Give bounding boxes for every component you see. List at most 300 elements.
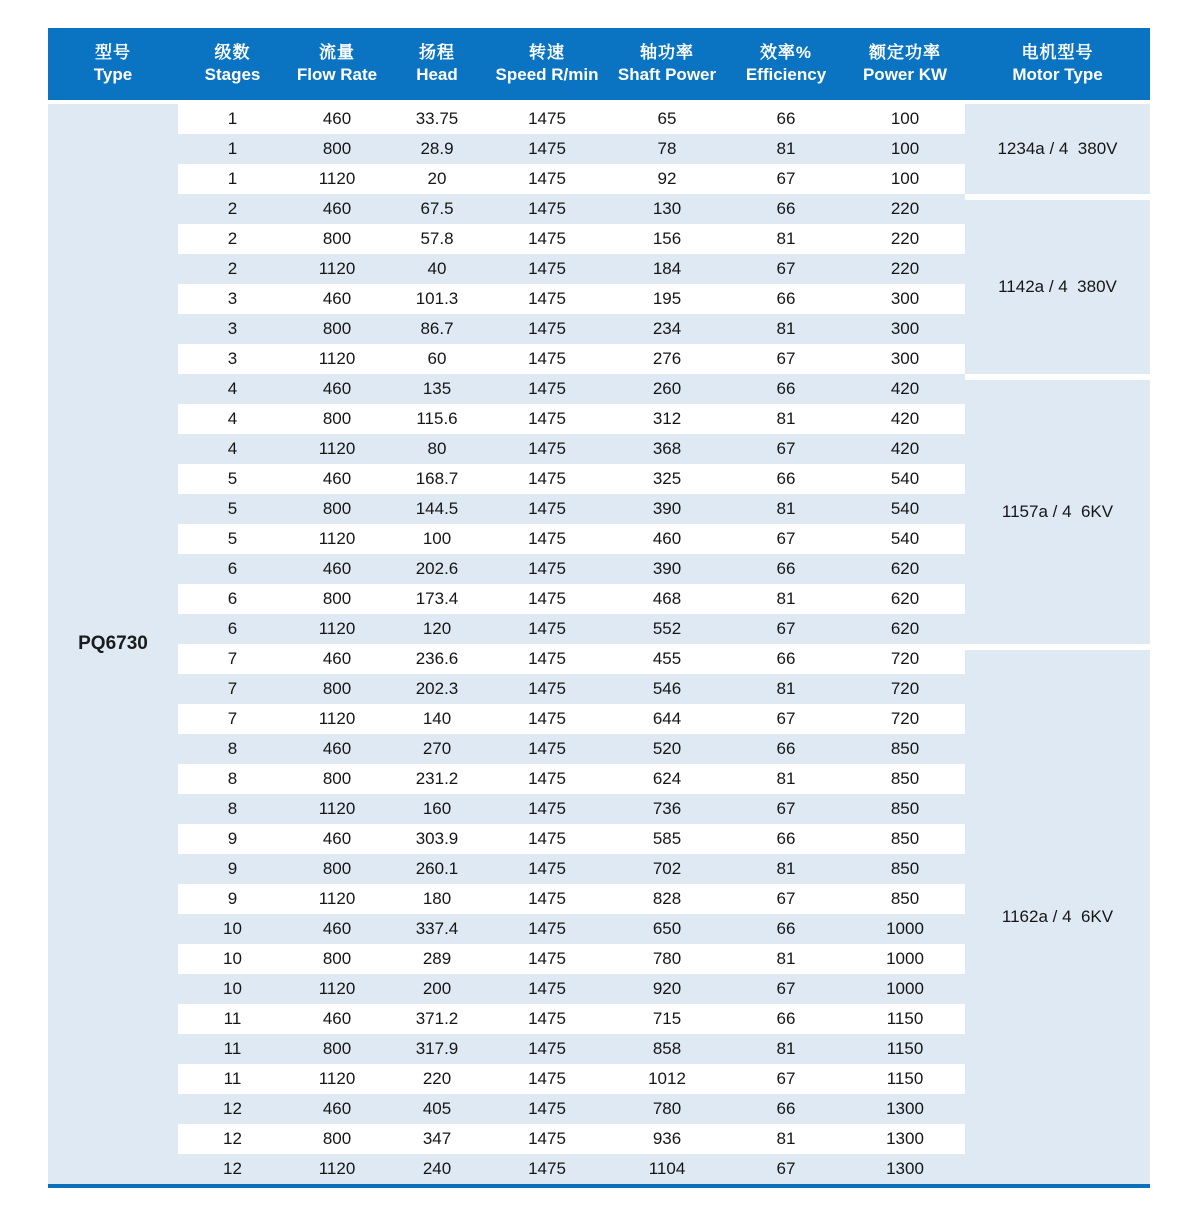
table-cell: 1475 (528, 1009, 566, 1028)
table-cell: 552 (652, 619, 682, 638)
table-cell: 4 (227, 439, 238, 458)
table-cell: 67 (776, 169, 796, 188)
table-cell: 67 (776, 259, 796, 278)
table-cell: 5 (227, 529, 238, 548)
table-cell: 66 (776, 919, 796, 938)
table-cell: 9 (227, 859, 238, 878)
table-cell: 800 (322, 499, 352, 518)
table-row (178, 134, 965, 164)
table-cell: 6 (227, 589, 238, 608)
table-cell: 303.9 (415, 829, 459, 848)
table-cell: 4 (227, 379, 238, 398)
table-cell: 60 (427, 349, 447, 368)
table-row (178, 884, 965, 914)
table-cell: 1475 (528, 319, 566, 338)
table-cell: 368 (652, 439, 682, 458)
header-head-en: Head (416, 65, 458, 84)
table-row (178, 1034, 965, 1064)
table-row (178, 764, 965, 794)
table-cell: 156 (652, 229, 682, 248)
table-cell: 66 (776, 559, 796, 578)
table-cell: 1475 (528, 349, 566, 368)
table-cell: 81 (776, 229, 796, 248)
table-row (178, 434, 965, 464)
table-row (178, 344, 965, 374)
table-cell: 270 (422, 739, 452, 758)
table-row (178, 104, 965, 134)
table-cell: 460 (322, 649, 352, 668)
table-cell: 144.5 (415, 499, 459, 518)
table-cell: 240 (422, 1159, 452, 1178)
table-cell: 1475 (528, 649, 566, 668)
table-cell: 800 (322, 589, 352, 608)
header-shaft-power-en: Shaft Power (617, 65, 717, 84)
table-row (178, 224, 965, 254)
table-cell: 100 (890, 109, 920, 128)
table-cell: 1475 (528, 829, 566, 848)
table-cell: 5 (227, 469, 238, 488)
table-row (178, 164, 965, 194)
table-cell: 460 (322, 199, 352, 218)
table-row (178, 314, 965, 344)
table-cell: 1475 (528, 919, 566, 938)
header-col-head (387, 28, 487, 100)
table-cell: 317.9 (415, 1039, 459, 1058)
table-cell: 460 (322, 739, 352, 758)
table-cell: 390 (652, 499, 682, 518)
table-cell: 390 (652, 559, 682, 578)
table-cell: 66 (776, 379, 796, 398)
table-cell: 66 (776, 109, 796, 128)
pump-spec-table (48, 28, 1150, 1188)
header-efficiency-en: Efficiency (745, 65, 827, 84)
table-cell: 81 (776, 499, 796, 518)
table-cell: 715 (652, 1009, 682, 1028)
header-col-shaft-power (607, 28, 727, 100)
table-cell: 7 (227, 709, 238, 728)
table-cell: 8 (227, 769, 238, 788)
table-cell: 720 (890, 709, 920, 728)
table-cell: 65 (657, 109, 677, 128)
table-cell: 67 (776, 349, 796, 368)
table-cell: 850 (890, 769, 920, 788)
table-cell: 800 (322, 139, 352, 158)
motor-type-cell: 1142a / 4 380V (965, 194, 1150, 374)
motor-type-column (965, 104, 1150, 1184)
table-cell: 67 (776, 979, 796, 998)
table-row (178, 974, 965, 1004)
table-cell: 1475 (528, 229, 566, 248)
table-cell: 800 (322, 409, 352, 428)
table-cell: 120 (422, 619, 452, 638)
table-cell: 220 (422, 1069, 452, 1088)
table-cell: 195 (652, 289, 682, 308)
table-cell: 3 (227, 319, 238, 338)
table-cell: 12 (223, 1129, 242, 1148)
table-cell: 115.6 (416, 409, 458, 428)
motor-type-cell: 1157a / 4 6KV (965, 374, 1150, 644)
table-cell: 67 (776, 889, 796, 908)
table-cell: 67 (776, 529, 796, 548)
table-cell: 405 (422, 1099, 452, 1118)
table-cell: 1120 (318, 529, 356, 548)
table-row (178, 794, 965, 824)
table-row (178, 404, 965, 434)
table-cell: 371.2 (415, 1009, 459, 1028)
table-row (178, 644, 965, 674)
table-cell: 6 (227, 619, 238, 638)
table-cell: 1120 (318, 1069, 356, 1088)
header-col-motor-type (965, 28, 1150, 100)
table-cell: 800 (322, 319, 352, 338)
table-cell: 1475 (528, 379, 566, 398)
table-cell: 850 (890, 859, 920, 878)
table-cell: 1000 (886, 979, 924, 998)
table-cell: 66 (776, 1099, 796, 1118)
table-header-row (48, 28, 1150, 100)
table-cell: 858 (652, 1039, 682, 1058)
table-cell: 800 (322, 859, 352, 878)
table-cell: 11 (223, 1009, 242, 1028)
table-cell: 1475 (528, 589, 566, 608)
table-cell: 1000 (886, 949, 924, 968)
table-cell: 800 (322, 769, 352, 788)
table-row (178, 524, 965, 554)
table-cell: 1150 (886, 1039, 924, 1058)
table-cell: 420 (890, 409, 920, 428)
table-cell: 81 (776, 589, 796, 608)
table-cell: 1475 (528, 169, 566, 188)
table-cell: 1475 (528, 259, 566, 278)
table-cell: 460 (322, 559, 352, 578)
table-cell: 1120 (318, 799, 356, 818)
table-cell: 173.4 (415, 589, 459, 608)
header-shaft-power-zh: 轴功率 (640, 42, 694, 62)
table-cell: 6 (227, 559, 238, 578)
table-cell: 100 (422, 529, 452, 548)
table-cell: 300 (890, 289, 920, 308)
table-cell: 300 (890, 349, 920, 368)
table-cell: 92 (657, 169, 677, 188)
table-cell: 1475 (528, 109, 566, 128)
table-cell: 620 (890, 589, 920, 608)
table-cell: 276 (652, 349, 682, 368)
table-cell: 800 (322, 679, 352, 698)
table-cell: 66 (776, 739, 796, 758)
table-cell: 81 (776, 949, 796, 968)
header-flow-rate-zh: 流量 (319, 42, 355, 62)
table-cell: 260.1 (415, 859, 459, 878)
table-cell: 81 (776, 409, 796, 428)
table-cell: 650 (652, 919, 682, 938)
table-cell: 67 (776, 1069, 796, 1088)
table-cell: 800 (322, 1039, 352, 1058)
table-cell: 1475 (528, 709, 566, 728)
table-cell: 202.6 (415, 559, 459, 578)
table-cell: 1120 (318, 439, 356, 458)
table-cell: 460 (652, 529, 682, 548)
table-cell: 936 (652, 1129, 682, 1148)
header-motor-type-zh: 电机型号 (1021, 42, 1094, 62)
header-power-kw-en: Power KW (862, 65, 948, 84)
table-row (178, 734, 965, 764)
table-cell: 1475 (528, 289, 566, 308)
header-col-stages (178, 28, 287, 100)
header-head-zh: 扬程 (419, 42, 455, 62)
header-col-efficiency (727, 28, 845, 100)
pump-type-cell (48, 104, 178, 1184)
table-cell: 20 (427, 169, 447, 188)
table-cell: 460 (322, 469, 352, 488)
table-cell: 10 (223, 919, 242, 938)
table-cell: 1000 (886, 919, 924, 938)
table-bottom-rule (48, 1184, 1150, 1188)
table-cell: 81 (776, 1129, 796, 1148)
table-cell: 1475 (528, 859, 566, 878)
table-cell: 66 (776, 289, 796, 308)
table-cell: 5 (227, 499, 238, 518)
table-cell: 828 (652, 889, 682, 908)
table-cell: 624 (652, 769, 682, 788)
table-cell: 1120 (318, 349, 356, 368)
table-row (178, 824, 965, 854)
header-col-power-kw (845, 28, 965, 100)
table-cell: 236.6 (415, 649, 459, 668)
table-cell: 460 (322, 829, 352, 848)
table-cell: 720 (890, 679, 920, 698)
table-cell: 850 (890, 829, 920, 848)
table-cell: 202.3 (415, 679, 459, 698)
header-col-type (48, 28, 178, 100)
table-cell: 420 (890, 379, 920, 398)
table-cell: 57.8 (420, 229, 454, 248)
table-cell: 86.7 (420, 319, 454, 338)
table-cell: 67 (776, 799, 796, 818)
table-cell: 520 (652, 739, 682, 758)
table-cell: 1475 (528, 199, 566, 218)
table-cell: 40 (427, 259, 447, 278)
header-flow-rate-en: Flow Rate (296, 65, 378, 84)
table-cell: 546 (652, 679, 682, 698)
table-cell: 1475 (528, 1159, 566, 1178)
header-col-speed (487, 28, 607, 100)
table-cell: 1120 (318, 619, 356, 638)
table-cell: 800 (322, 229, 352, 248)
table-cell: 130 (652, 199, 682, 218)
header-speed-zh: 转速 (529, 42, 565, 62)
table-cell: 9 (227, 889, 238, 908)
table-cell: 1120 (318, 889, 356, 908)
table-cell: 736 (652, 799, 682, 818)
table-cell: 3 (227, 289, 238, 308)
table-cell: 220 (890, 259, 920, 278)
table-cell: 1475 (528, 799, 566, 818)
table-row (178, 1094, 965, 1124)
table-cell: 325 (652, 469, 682, 488)
table-cell: 460 (322, 1099, 352, 1118)
table-cell: 66 (776, 469, 796, 488)
table-cell: 180 (422, 889, 452, 908)
table-cell: 468 (652, 589, 682, 608)
table-cell: 1475 (528, 409, 566, 428)
table-cell: 460 (322, 1009, 352, 1028)
table-cell: 12 (223, 1099, 242, 1118)
table-cell: 540 (890, 529, 920, 548)
table-cell: 337.4 (415, 919, 459, 938)
table-cell: 2 (227, 229, 238, 248)
table-cell: 220 (890, 229, 920, 248)
table-cell: 850 (890, 739, 920, 758)
table-cell: 1475 (528, 1129, 566, 1148)
table-cell: 10 (223, 979, 242, 998)
table-cell: 81 (776, 769, 796, 788)
table-cell: 67 (776, 619, 796, 638)
table-cell: 200 (422, 979, 452, 998)
table-cell: 66 (776, 199, 796, 218)
table-cell: 1120 (318, 169, 356, 188)
table-cell: 1012 (648, 1069, 686, 1088)
table-row (178, 554, 965, 584)
table-cell: 81 (776, 319, 796, 338)
table-cell: 800 (322, 949, 352, 968)
table-cell: 81 (776, 139, 796, 158)
table-cell: 67 (776, 1159, 796, 1178)
table-cell: 81 (776, 1039, 796, 1058)
table-cell: 780 (652, 949, 682, 968)
table-cell: 1 (227, 169, 238, 188)
table-cell: 8 (227, 799, 238, 818)
table-row (178, 1064, 965, 1094)
table-cell: 140 (422, 709, 452, 728)
table-cell: 800 (322, 1129, 352, 1148)
table-cell: 67 (776, 709, 796, 728)
table-cell: 101.3 (415, 289, 459, 308)
header-speed-en: Speed R/min (495, 65, 599, 84)
table-row (178, 1124, 965, 1154)
table-cell: 168.7 (415, 469, 459, 488)
table-cell: 420 (890, 439, 920, 458)
table-row (178, 254, 965, 284)
table-cell: 3 (227, 349, 238, 368)
table-cell: 11 (223, 1039, 242, 1058)
table-cell: 8 (227, 739, 238, 758)
table-cell: 585 (652, 829, 682, 848)
table-cell: 100 (890, 139, 920, 158)
table-cell: 1475 (528, 529, 566, 548)
table-cell: 7 (227, 679, 238, 698)
table-cell: 850 (890, 799, 920, 818)
table-row (178, 1154, 965, 1184)
table-row (178, 944, 965, 974)
table-cell: 702 (652, 859, 682, 878)
table-cell: 1475 (528, 469, 566, 488)
table-cell: 67.5 (420, 199, 454, 218)
header-type-zh: 型号 (95, 42, 131, 62)
table-cell: 460 (322, 289, 352, 308)
header-stages-en: Stages (204, 65, 261, 84)
table-cell: 1475 (528, 439, 566, 458)
table-cell: 455 (652, 649, 682, 668)
table-cell: 9 (227, 829, 238, 848)
table-cell: 1475 (528, 979, 566, 998)
table-cell: 28.9 (420, 139, 454, 158)
table-cell: 1150 (886, 1009, 924, 1028)
table-rows (178, 104, 965, 1184)
pump-type-label: PQ6730 (78, 633, 148, 654)
table-cell: 780 (652, 1099, 682, 1118)
motor-type-cell: 1162a / 4 6KV (965, 644, 1150, 1184)
table-cell: 1120 (318, 709, 356, 728)
table-cell: 1120 (318, 979, 356, 998)
table-cell: 1475 (528, 499, 566, 518)
table-cell: 160 (422, 799, 452, 818)
table-cell: 1120 (318, 1159, 356, 1178)
table-cell: 1300 (886, 1099, 924, 1118)
table-cell: 260 (652, 379, 682, 398)
table-row (178, 914, 965, 944)
table-row (178, 194, 965, 224)
table-cell: 12 (223, 1159, 242, 1178)
table-cell: 10 (223, 949, 242, 968)
table-cell: 289 (422, 949, 452, 968)
table-cell: 620 (890, 619, 920, 638)
table-cell: 300 (890, 319, 920, 338)
table-cell: 33.75 (415, 109, 459, 128)
table-row (178, 284, 965, 314)
table-cell: 1 (227, 109, 238, 128)
table-cell: 184 (652, 259, 682, 278)
table-row (178, 674, 965, 704)
table-cell: 1475 (528, 679, 566, 698)
table-cell: 1475 (528, 139, 566, 158)
table-cell: 644 (652, 709, 682, 728)
table-cell: 540 (890, 499, 920, 518)
table-cell: 920 (652, 979, 682, 998)
table-cell: 850 (890, 889, 920, 908)
table-body (48, 104, 1150, 1184)
table-cell: 67 (776, 439, 796, 458)
table-row (178, 464, 965, 494)
header-stages-zh: 级数 (214, 42, 251, 62)
table-cell: 1300 (886, 1159, 924, 1178)
table-cell: 1120 (318, 259, 356, 278)
table-cell: 66 (776, 829, 796, 848)
table-row (178, 704, 965, 734)
table-cell: 1150 (886, 1069, 924, 1088)
table-cell: 7 (227, 649, 238, 668)
table-cell: 81 (776, 859, 796, 878)
table-cell: 1300 (886, 1129, 924, 1148)
header-col-flow-rate (287, 28, 387, 100)
table-row (178, 614, 965, 644)
table-cell: 4 (227, 409, 238, 428)
table-cell: 231.2 (415, 769, 459, 788)
table-cell: 1475 (528, 769, 566, 788)
table-cell: 11 (223, 1069, 242, 1088)
table-row (178, 584, 965, 614)
header-efficiency-zh: 效率% (759, 42, 813, 62)
header-motor-type-en: Motor Type (1012, 65, 1103, 84)
table-cell: 720 (890, 649, 920, 668)
table-cell: 540 (890, 469, 920, 488)
table-cell: 1475 (528, 949, 566, 968)
table-cell: 1475 (528, 559, 566, 578)
table-cell: 1475 (528, 1039, 566, 1058)
table-row (178, 494, 965, 524)
table-cell: 460 (322, 379, 352, 398)
table-cell: 1475 (528, 889, 566, 908)
table-cell: 66 (776, 1009, 796, 1028)
